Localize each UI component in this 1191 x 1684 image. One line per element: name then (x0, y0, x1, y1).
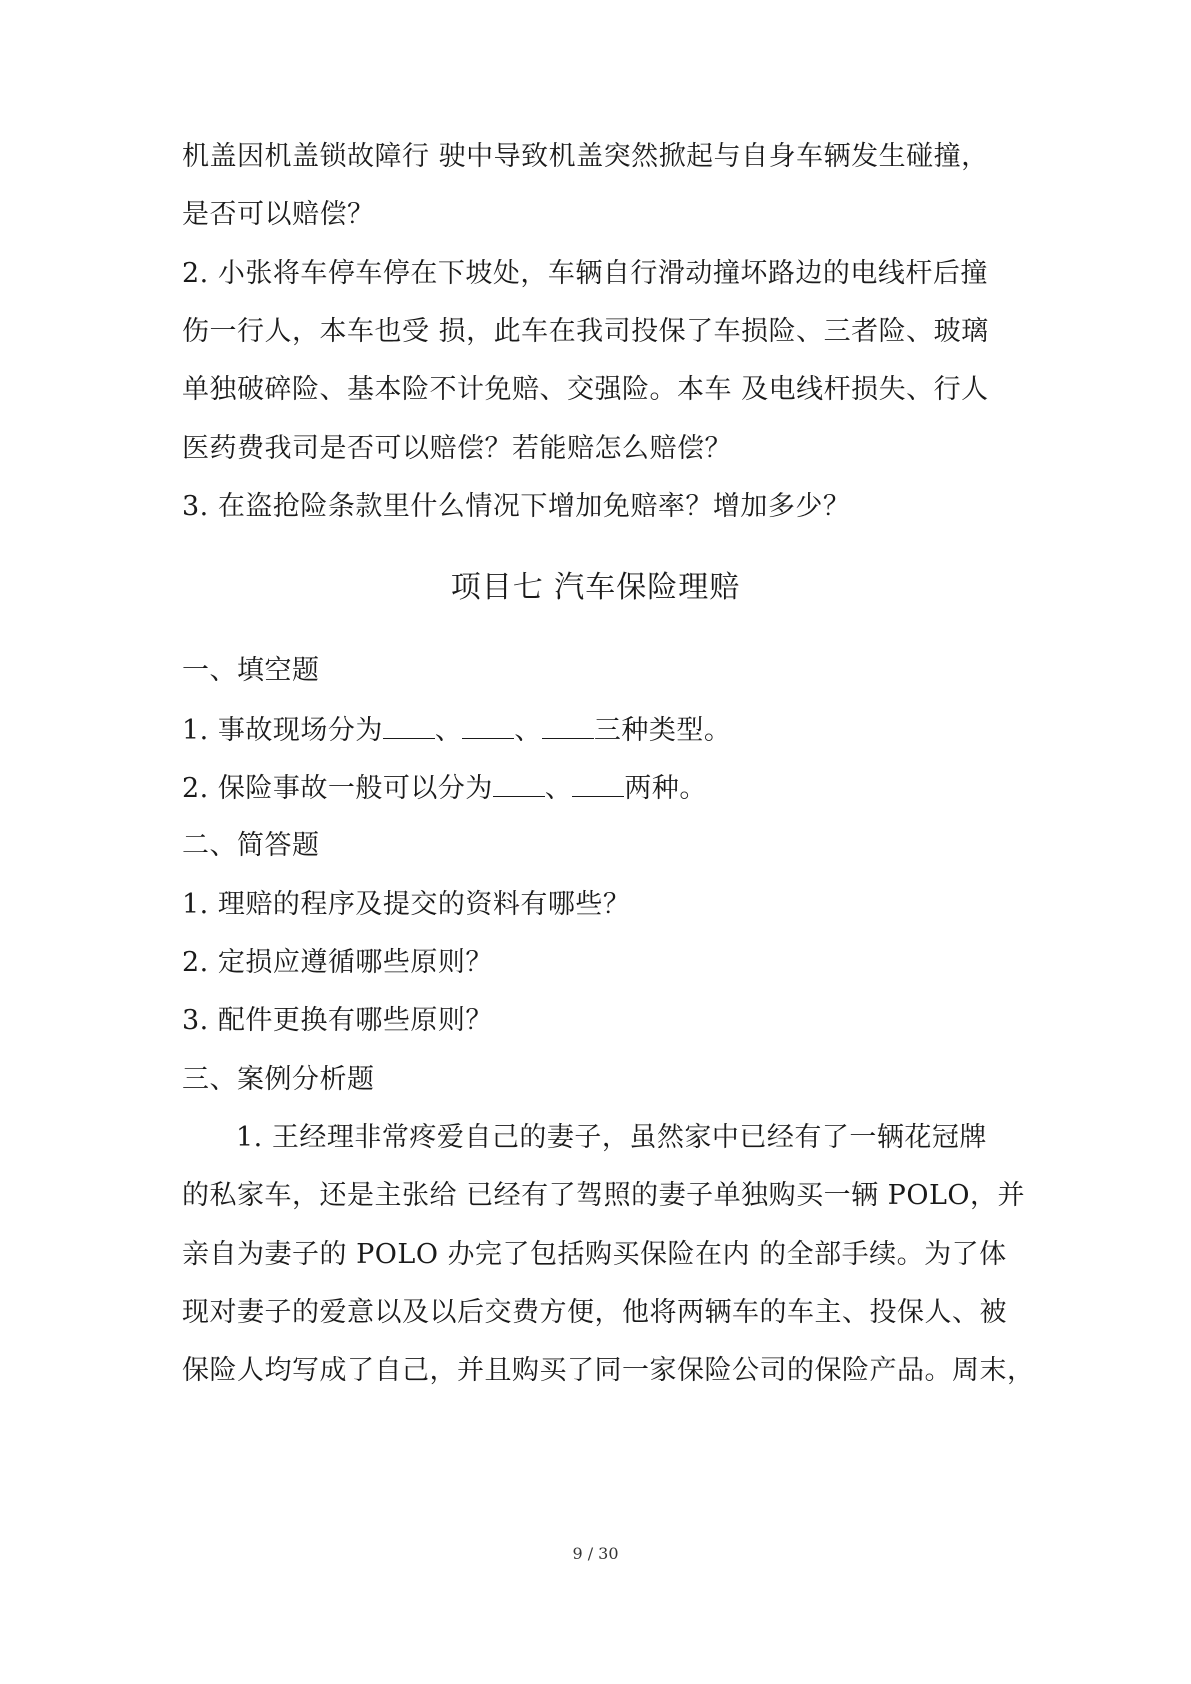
short-answer-question-1: 1. 理赔的程序及提交的资料有哪些？ (182, 889, 631, 920)
answer-blank (542, 712, 594, 739)
fill-in-question-2 (182, 770, 707, 807)
question-text: 1. 事故现场分为 (182, 715, 383, 746)
case-paragraph-line: 现对妻子的爱意以及以后交费方便，他将两辆车的车主、投保人、被 (182, 1297, 1007, 1328)
fill-in-question-1 (182, 712, 731, 749)
separator: 、 (544, 773, 573, 804)
short-answer-question-2: 2. 定损应遵循哪些原则？ (182, 947, 493, 978)
section-title: 项目七 汽车保险理赔 (450, 570, 741, 605)
section-heading-fill-in: 一、填空题 (182, 655, 320, 686)
paragraph-line: 伤一行人，本车也受 损，此车在我司投保了车损险、三者险、玻璃 (182, 316, 989, 347)
short-answer-question-3: 3. 配件更换有哪些原则？ (182, 1005, 493, 1036)
paragraph-line: 是否可以赔偿？ (182, 199, 375, 230)
case-paragraph-line: 的私家车，还是主张给 已经有了驾照的妻子单独购买一辆 POLO，并 (182, 1180, 1026, 1211)
question-text: 2. 保险事故一般可以分为 (182, 773, 493, 804)
answer-blank (383, 712, 435, 739)
separator: 、 (434, 715, 463, 746)
section-heading-short-answer: 二、简答题 (182, 830, 320, 861)
question-text: 两种。 (624, 773, 707, 804)
paragraph-line: 2. 小张将车停车停在下坡处，车辆自行滑动撞坏路边的电线杆后撞 (182, 258, 988, 289)
section-heading-case-analysis: 三、案例分析题 (182, 1064, 375, 1095)
paragraph-line: 单独破碎险、基本险不计免赔、交强险。本车 及电线杆损失、行人 (182, 374, 989, 405)
question-text: 三种类型。 (593, 715, 732, 746)
paragraph-line: 机盖因机盖锁故障行 驶中导致机盖突然掀起与自身车辆发生碰撞， (182, 141, 989, 172)
case-paragraph-line: 亲自为妻子的 POLO 办完了包括购买保险在内 的全部手续。为了体 (182, 1239, 1007, 1270)
paragraph-line: 3. 在盗抢险条款里什么情况下增加免赔率？增加多少？ (182, 491, 851, 522)
page-number: 9 / 30 (572, 1544, 619, 1563)
answer-blank (572, 770, 624, 797)
answer-blank (462, 712, 514, 739)
paragraph-line: 医药费我司是否可以赔偿？若能赔怎么赔偿？ (182, 433, 732, 464)
separator: 、 (514, 715, 542, 746)
case-paragraph-line: 1. 王经理非常疼爱自己的妻子，虽然家中已经有了一辆花冠牌 (236, 1122, 987, 1153)
case-paragraph-line: 保险人均写成了自己，并且购买了同一家保险公司的保险产品。周末， (182, 1355, 1035, 1386)
answer-blank (493, 770, 545, 797)
